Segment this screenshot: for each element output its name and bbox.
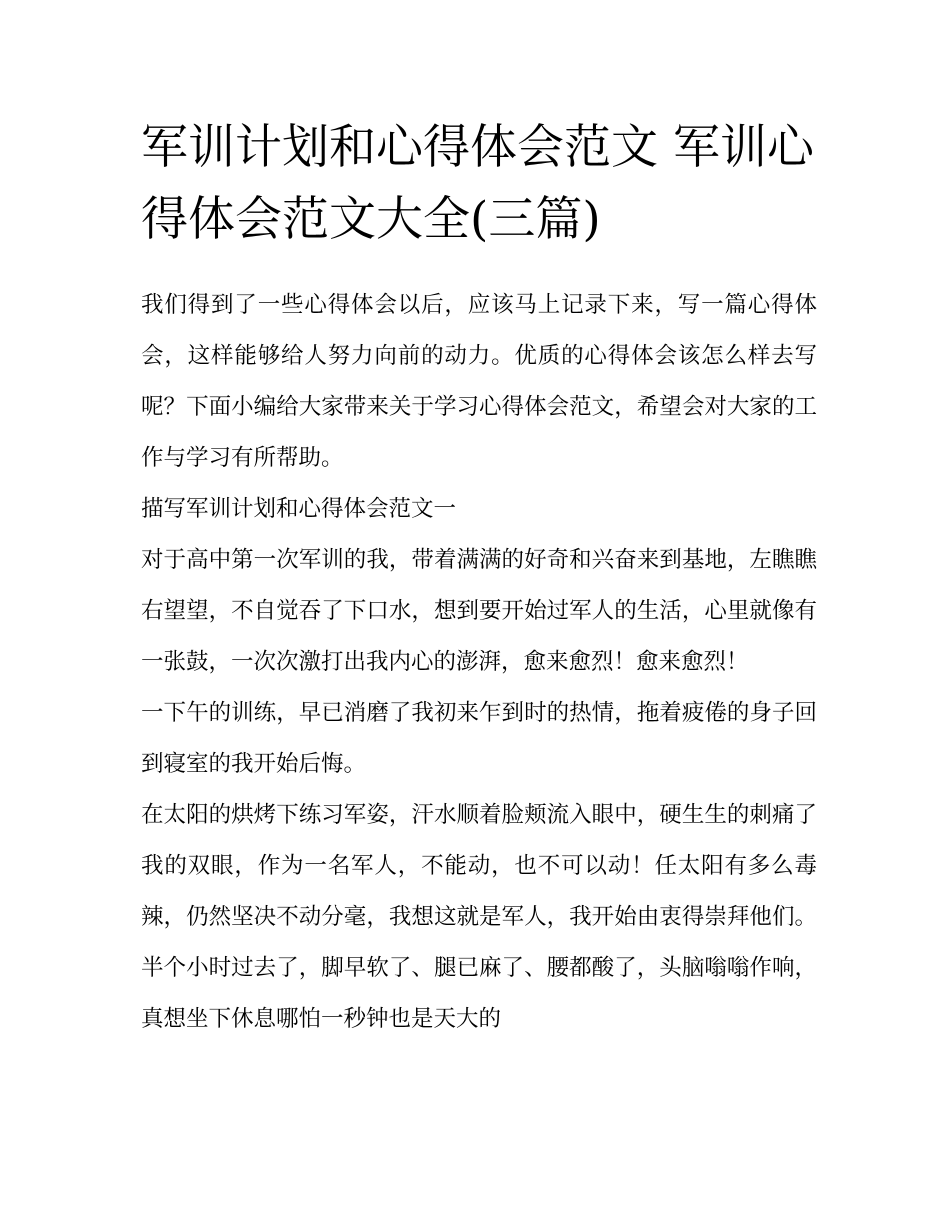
paragraph: 对于高中第一次军训的我，带着满满的好奇和兴奋来到基地，左瞧瞧右望望，不自觉吞了下口水，想到要开始过军人的生活，心里就像有一张鼓，一次次激打出我内心的澎湃，愈来愈烈！愈来愈烈！ [141, 547, 817, 675]
document-title: 军训计划和心得体会范文 军训心得体会范文大全(三篇) [141, 120, 814, 247]
paragraph-intro: 我们得到了一些心得体会以后，应该马上记录下来，写一篇心得体会，这样能够给人努力向前的动力。优质的心得体会该怎么样去写呢？下面小编给大家带来关于学习心得体会范文，希望会对大家的工作与学习有所帮助。 [141, 292, 817, 471]
paragraph: 一下午的训练，早已消磨了我初来乍到时的热情，拖着疲倦的身子回到寝室的我开始后悔。 [141, 700, 817, 777]
document-body [141, 280, 817, 1045]
paragraph: 在太阳的烘烤下练习军姿，汗水顺着脸颊流入眼中，硬生生的刺痛了我的双眼，作为一名军人，不能动，也不可以动！任太阳有多么毒辣，仍然坚决不动分毫，我想这就是军人，我开始由衷得崇拜他们。半个小时过去了，脚早软了、腿已麻了、腰都酸了，头脑嗡嗡作响，真想坐下休息哪怕一秒钟也是天大的 [141, 802, 817, 1032]
section-heading: 描写军训计划和心得体会范文一 [141, 496, 457, 522]
